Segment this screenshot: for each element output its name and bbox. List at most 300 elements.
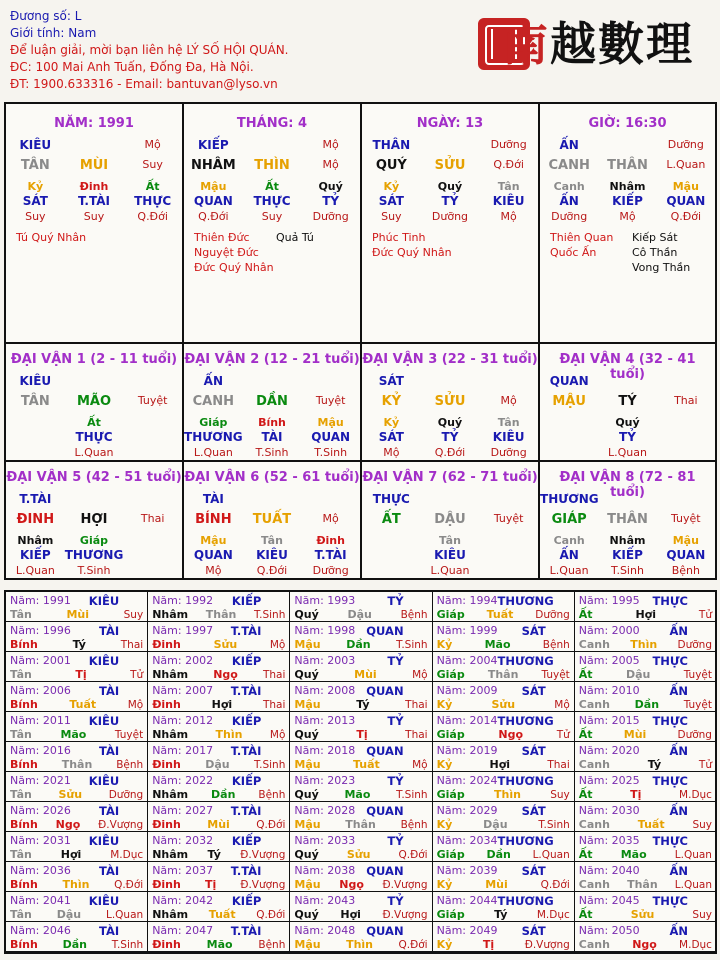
year-line-2 [10,878,143,892]
year-line-1 [152,864,285,878]
year-label: Năm: 2016 [10,744,71,757]
dv-blank [65,492,124,506]
year-label: Năm: 2045 [578,894,640,907]
hidden-god: T.TÀI [78,194,110,208]
year-phase: Dưỡng [108,789,144,801]
dv-hidden-god [123,430,182,444]
year-line-1 [437,714,570,728]
dv-hidden-god [362,548,421,562]
year-label: Năm: 1995 [578,594,640,607]
year-label: Năm: 2049 [436,924,498,937]
year-line-2 [294,668,427,682]
hidden-stem: Kỷ [27,180,44,193]
year-line-2 [579,788,712,802]
year-label: Năm: 2044 [436,894,498,907]
year-label: Năm: 2047 [152,924,214,937]
year-branch: Hợi [60,848,82,861]
year-god: KIẾP [231,594,262,608]
dai-van-heading: ĐẠI VẬN 7 (62 - 71 tuổi) [362,470,538,485]
year-line-2 [579,698,712,712]
year-line-1 [10,594,143,608]
year-cell [575,802,717,832]
dv-stem: TÂN [20,394,50,409]
year-line-2 [294,728,427,742]
dv-blank [421,492,480,506]
pillar-god: THÂN [372,138,411,152]
dai-van-heading: ĐẠI VẬN 1 (2 - 11 tuổi) [10,352,178,367]
year-branch: Tị [482,938,495,951]
dv-hidden-phase-row [6,446,182,459]
pillar-hidden-god-row [184,194,360,208]
year-label: Năm: 2030 [578,804,640,817]
dv-phase: Mộ [500,394,517,407]
dv-blank [123,492,182,506]
dv-hidden-stem: Tân [439,534,461,547]
year-cell [148,682,290,712]
pillar-hidden-phase-row [362,210,538,223]
year-phase: L.Quan [105,909,144,921]
dv-hidden-stem: Mậu [672,534,699,547]
pillar-right: Mộ [144,138,161,151]
year-label: Năm: 2001 [10,654,71,667]
dv-hidden-god: KIÊU [492,430,525,444]
year-god: TÀI [99,684,120,698]
year-line-2 [10,638,143,652]
year-branch: Mão [484,638,511,651]
year-line-1 [294,834,427,848]
pillar-god-row [6,138,182,152]
year-god: T.TÀI [230,804,262,818]
year-god: THỰC [652,834,688,848]
pillar-hidden-phase-row [184,210,360,223]
year-line-1 [294,774,427,788]
year-stem: Đinh [152,758,181,771]
year-god: KIÊU [88,654,120,668]
year-label: Năm: 2018 [294,744,356,757]
pillar-hidden-row [184,180,360,193]
stars-left [550,230,613,260]
year-stem: Bính [10,818,38,831]
year-line-2 [152,938,285,952]
year-cell [433,832,575,862]
dv-hidden-god-row [184,548,360,562]
dv-blank [421,374,480,388]
hidden-stem: Kỷ [383,180,400,193]
year-phase: Thai [405,699,428,711]
year-line-2 [294,878,427,892]
year-line-2 [579,908,712,922]
year-line-1 [152,684,285,698]
year-stem: Bính [10,878,38,891]
year-branch: Sửu [213,638,238,651]
year-line-1 [10,924,143,938]
dv-god-row [6,374,182,388]
year-cell [148,742,290,772]
dv-hidden-row [362,416,538,429]
year-branch: Mão [60,728,87,741]
year-god: THỰC [652,654,688,668]
hidden-god: SÁT [378,194,404,208]
year-god: TỶ [387,654,404,668]
year-phase: Bệnh [400,819,428,831]
year-god: THỰC [652,714,688,728]
year-branch: Hợi [340,908,361,921]
year-label: Năm: 1993 [294,594,356,607]
year-label: Năm: 2009 [436,684,498,697]
year-stem: Canh [578,698,610,711]
year-phase: Dưỡng [677,729,712,741]
dv-hidden-stem: Tân [261,534,283,547]
year-phase: Bệnh [400,609,428,621]
dv-hidden-phase: L.Quan [15,564,55,577]
year-cell [148,592,290,622]
year-line-1 [579,624,712,638]
year-label: Năm: 2033 [294,834,356,847]
dv-god: KIÊU [19,374,52,388]
year-cell [433,772,575,802]
pillar-phase: Q.Đới [493,158,524,171]
year-god: SÁT [521,684,546,698]
year-god: SÁT [521,804,546,818]
year-line-2 [579,728,712,742]
year-label: Năm: 2021 [10,774,71,787]
year-stem: Quý [294,608,319,621]
year-phase: T.Sinh [396,789,428,801]
year-god: T.TÀI [230,684,262,698]
year-line-1 [437,804,570,818]
dv-hidden-row [184,416,360,429]
year-branch: Mão [344,788,371,801]
year-stem: Mậu [294,698,321,711]
year-phase: Thai [405,729,428,741]
year-branch: Tuất [69,698,97,711]
header [10,8,480,93]
year-label: Năm: 2002 [152,654,214,667]
year-line-2 [152,848,285,862]
dv-god: THỰC [372,492,410,506]
year-line-2 [10,848,143,862]
year-label: Năm: 2006 [10,684,71,697]
year-line-2 [10,608,143,622]
year-phase: Mộ [269,729,286,741]
year-branch: Mùi [207,818,230,831]
year-cell [575,892,717,922]
year-god: TÀI [99,744,120,758]
year-line-2 [10,938,143,952]
pillar-phase: L.Quan [666,158,706,171]
year-branch: Mùi [485,878,508,891]
year-line-1 [294,624,427,638]
year-branch: Sửu [346,848,371,861]
year-line-2 [10,728,143,742]
hidden-phase: Dưỡng [312,210,349,223]
year-branch: Dần [211,788,236,801]
year-cell [148,652,290,682]
pillar-hidden-phase-row [6,210,182,223]
year-stem: Mậu [294,878,321,891]
year-cell [433,622,575,652]
year-branch: Thìn [62,878,90,891]
year-cell [575,682,717,712]
year-phase: Mộ [127,699,144,711]
year-label: Năm: 2042 [152,894,214,907]
year-branch: Tuất [352,758,380,771]
year-label: Năm: 2005 [578,654,640,667]
year-label: Năm: 1992 [152,594,214,607]
dv-hidden-god-row [540,548,715,562]
year-phase: Mộ [412,669,428,681]
pillar-hidden-phase-row [540,210,715,223]
pillar-stem: TÂN [20,158,50,173]
dv-hidden-phase: L.Quan [193,446,233,459]
year-label: Năm: 2013 [294,714,356,727]
dv-hidden-row [540,416,715,429]
dv-hidden-stem: Đinh [316,534,345,547]
star: Kiếp Sát [632,231,678,244]
year-phase: Tuyệt [114,729,144,741]
pillar-stem: CANH [548,158,590,173]
dv-god-row [540,492,715,506]
dv-hidden-god-row [6,548,182,562]
year-phase: Đ.Vượng [240,849,286,861]
year-cell [148,712,290,742]
year-cell [6,892,148,922]
hidden-stem: Ất [145,180,160,193]
year-line-1 [10,624,143,638]
year-branch: Mùi [354,668,377,681]
year-god: TÀI [99,804,120,818]
year-branch: Tuất [637,818,665,831]
year-branch: Sửu [58,788,83,801]
year-branch: Tị [630,788,642,801]
dv-hidden-god: SÁT [378,430,404,444]
year-line-1 [437,744,570,758]
dv-hidden-row [6,534,182,547]
dv-branch: TÝ [618,394,637,409]
year-branch: Dần [346,638,371,651]
year-cell [290,622,432,652]
year-stem: Mậu [294,818,321,831]
year-god: THƯƠNG [497,654,554,668]
dv-hidden-phase: Bệnh [671,564,700,577]
year-stem: Mậu [294,938,321,951]
pillar-3 [540,104,715,342]
year-branch: Dậu [56,908,82,921]
year-line-2 [152,758,285,772]
year-label: Năm: 2003 [294,654,356,667]
year-god: KIẾP [231,774,262,788]
hidden-phase: Dưỡng [431,210,469,223]
year-line-1 [437,654,570,668]
dv-hidden-stem [123,534,182,547]
pillar-right: Mộ [322,138,339,151]
dv-hidden-god [123,548,182,562]
dai-van-6 [184,462,360,580]
year-line-1 [437,774,570,788]
year-stem: Nhâm [152,608,189,621]
year-line-2 [579,878,712,892]
year-branch: Tý [207,848,221,861]
year-stem: Canh [578,818,610,831]
year-phase: Q.Đới [398,939,428,951]
year-cell [290,802,432,832]
year-line-2 [294,608,427,622]
hidden-stem: Quý [437,180,463,193]
year-branch: Dậu [205,758,230,771]
year-line-1 [10,804,143,818]
year-phase: M.Dục [679,939,712,951]
dv-stem-row [540,512,715,527]
dv-hidden-god-row [362,548,538,562]
year-phase: Mộ [554,699,570,711]
year-branch: Tý [647,758,662,771]
dv-hidden-god: KIÊU [434,548,466,562]
year-branch: Hợi [211,698,233,711]
year-line-2 [437,728,570,742]
year-line-1 [579,774,712,788]
year-branch: Dậu [347,608,372,621]
dv-hidden-phase: Mộ [205,564,222,577]
dv-hidden-phase: T.Sinh [314,446,348,459]
year-god: KIẾP [231,714,262,728]
year-line-1 [10,894,143,908]
year-god: TÀI [99,624,120,638]
pillar-right: Dưỡng [490,138,527,151]
year-branch: Sửu [630,908,655,921]
star: Quả Tú [276,231,314,244]
dv-hidden-stem: Giáp [79,534,109,547]
year-god: QUAN [366,684,404,698]
dv-hidden-phase [362,564,421,577]
year-label: Năm: 2022 [152,774,214,787]
dv-hidden-stem: Mậu [200,534,227,547]
year-phase: Tử [698,609,712,621]
dv-hidden-god: KIẾP [19,548,51,562]
dv-hidden-row [6,416,182,429]
year-phase: Tử [556,729,570,741]
year-label: Năm: 2025 [578,774,640,787]
year-god: ẤN [669,804,688,818]
year-line-2 [294,758,427,772]
hidden-stem: Đinh [79,180,109,193]
stars-left [16,230,86,245]
dv-hidden-phase: Q.Đới [434,446,466,459]
year-stem: Đinh [152,698,181,711]
year-phase: Q.Đới [256,909,286,921]
pillar-hidden-row [540,180,715,193]
year-cell [148,832,290,862]
year-god: QUAN [366,924,404,938]
year-branch: Thìn [630,638,658,651]
year-stem: Kỷ [436,758,453,771]
year-line-1 [579,744,712,758]
hidden-phase: Dưỡng [551,210,588,223]
year-label: Năm: 2046 [10,924,71,937]
pillar-god-row [540,138,715,152]
year-label: Năm: 2041 [10,894,71,907]
dv-branch: MÃO [76,394,112,409]
year-line-2 [152,608,285,622]
dv-stem: ẤT [381,512,401,527]
dv-hidden-phase: T.Sinh [255,446,289,459]
dv-hidden-god: THƯƠNG [64,548,124,562]
stars-left [372,230,452,260]
year-phase: T.Sinh [111,939,144,951]
year-line-2 [437,758,570,772]
dv-phase: Tuyệt [137,394,168,407]
dv-hidden-god-row [6,430,182,444]
year-cell [575,922,717,952]
dv-god-row [362,492,538,506]
year-phase: M.Dục [536,909,570,921]
contact-line-3: ĐT: 1900.633316 - Email: bantuvan@lyso.vn [10,77,278,91]
year-cell [575,652,717,682]
year-cell [290,892,432,922]
year-line-1 [152,744,285,758]
brand-title: 南越數理 [502,17,694,71]
dv-hidden-god-row [540,430,715,444]
dv-hidden-phase: L.Quan [74,446,114,459]
dv-hidden-god: THƯƠNG [184,430,243,444]
year-stem: Giáp [436,848,465,861]
year-label: Năm: 2037 [152,864,214,877]
dv-blank [479,374,538,388]
dv-hidden-stem: Nhâm [609,534,646,547]
dv-god: THƯƠNG [540,492,599,506]
year-branch: Ngọ [498,728,524,741]
dv-hidden-stem: Bính [258,416,286,429]
year-phase: Q.Đới [114,879,144,891]
hidden-god: KIÊU [492,194,525,208]
year-line-1 [437,864,570,878]
year-cell [6,592,148,622]
year-stem: Canh [578,938,610,951]
dv-hidden-god: TỶ [441,430,459,444]
stars-left [194,230,274,275]
pillar-blank [421,138,480,152]
year-label: Năm: 2048 [294,924,356,937]
year-stem: Ất [578,788,593,801]
year-cell [433,742,575,772]
hidden-stem: Tân [497,180,520,193]
year-phase: M.Dục [110,849,144,861]
year-line-2 [10,698,143,712]
year-stem: Canh [578,638,610,651]
pillar-hidden-god-row [540,194,715,208]
dv-hidden-stem [479,534,538,547]
dai-van-heading: ĐẠI VẬN 8 (72 - 81 tuổi) [559,470,696,500]
year-stem: Ất [578,668,593,681]
year-line-1 [294,714,427,728]
dv-stem: GIÁP [551,512,587,527]
year-line-1 [579,864,712,878]
year-cell [6,712,148,742]
pillar-stem-row [184,158,360,173]
pillar-1 [184,104,360,342]
year-branch: Dậu [483,818,508,831]
year-line-2 [437,938,570,952]
year-cell [575,742,717,772]
dv-god: QUAN [549,374,589,388]
dv-hidden-stem: Tân [497,416,520,429]
year-line-1 [10,834,143,848]
hidden-phase: Mộ [619,210,636,223]
year-line-2 [437,668,570,682]
year-cell [290,712,432,742]
dv-blank [301,374,360,388]
year-cell [290,772,432,802]
pillar-branch: THÌN [254,158,290,173]
